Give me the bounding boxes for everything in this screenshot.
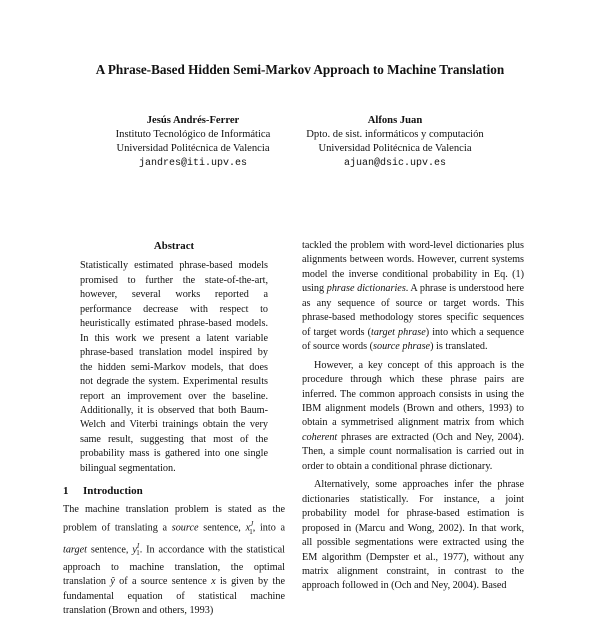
abstract-text: Statistically estimated phrase-based models promised to further the state-of-the-art, however, several works reported a performance decrease with respect to heuristically estimated phrase-based models. In this work we present a latent variable phrase-based translation model inspired by the hidden semi-Markov models, that does not degrade the system. Experimental results report an improvement over the baseline. Additionally, it is observed that both Baum-Welch and Viterbi trainings obtain the very same result, suggesting that most of the probability mass is gathered into one single bilingual segmentation. — [80, 260, 268, 474]
author-name: Jesús Andrés-Ferrer — [146, 115, 240, 126]
author-affiliation: Dpto. de sist. informáticos y computación — [306, 129, 484, 141]
intro-paragraph: The machine translation problem is stated as the problem of translating a source sentence, $x^J_1$, into a target sentence, $y^I_1$. In accordance with the statistical approach to machine translation, the optimal translation ŷ of a source sentence x is given by the fundamental equation of statistical machine translation (Brown and others, 1993) — [63, 503, 286, 617]
author-affiliation: Universidad Politécnica de Valencia — [318, 143, 472, 155]
left-column — [63, 239, 285, 619]
author-name: Alfons Juan — [367, 115, 423, 126]
body-paragraph: tackled the problem with word-level dictionaries plus alignments between words. However, current systems model the inverse conditional probability in Eq. (1) using phrase dictionaries. A phrase is understood here as any sequence of source or target words. This phrase-based methodology stores specific sequences of target words (target phrase) into which a sequence of source words (source phrase) is translated. — [302, 240, 525, 353]
body-paragraph: However, a key concept of this approach is the procedure through which these phrase pairs are inferred. The common approach consists in using the IBM alignment models (Brown and others, 1993) to obtain a symmetrised alignment matrix from which coherent phrases are extracted (Och and Ney, 2004). Then, a simple count normalisation is carried out in order to obtain a conditional phrase dictionary. — [302, 359, 524, 472]
author-block-1 — [100, 114, 286, 171]
section-title: Introduction — [83, 485, 143, 498]
right-column — [302, 239, 524, 594]
paper-title: A Phrase-Based Hidden Semi-Markov Approach to Machine Translation — [95, 62, 505, 77]
body-paragraph: Alternatively, some approaches infer the phrase dictionaries statistically. For instance, a joint probability model for phrase-based estimation is proposed in (Marcu and Wong, 2002). In that work, all possible segmentations were extracted using the EM algorithm (Dempster et al., 1977), without any matrix alignment constraint, in contrast to the approach followed in (Och and Ney, 2004). Based — [302, 479, 524, 592]
author-affiliation: Universidad Politécnica de Valencia — [116, 143, 270, 155]
section-number: 1 — [63, 485, 69, 498]
abstract-heading: Abstract — [153, 240, 195, 252]
author-email: ajuan@dsic.upv.es — [343, 157, 447, 169]
author-block-2 — [290, 114, 500, 171]
section-heading — [63, 484, 285, 498]
author-email: jandres@iti.upv.es — [138, 157, 248, 169]
author-affiliation: Instituto Tecnológico de Informática — [115, 129, 271, 141]
